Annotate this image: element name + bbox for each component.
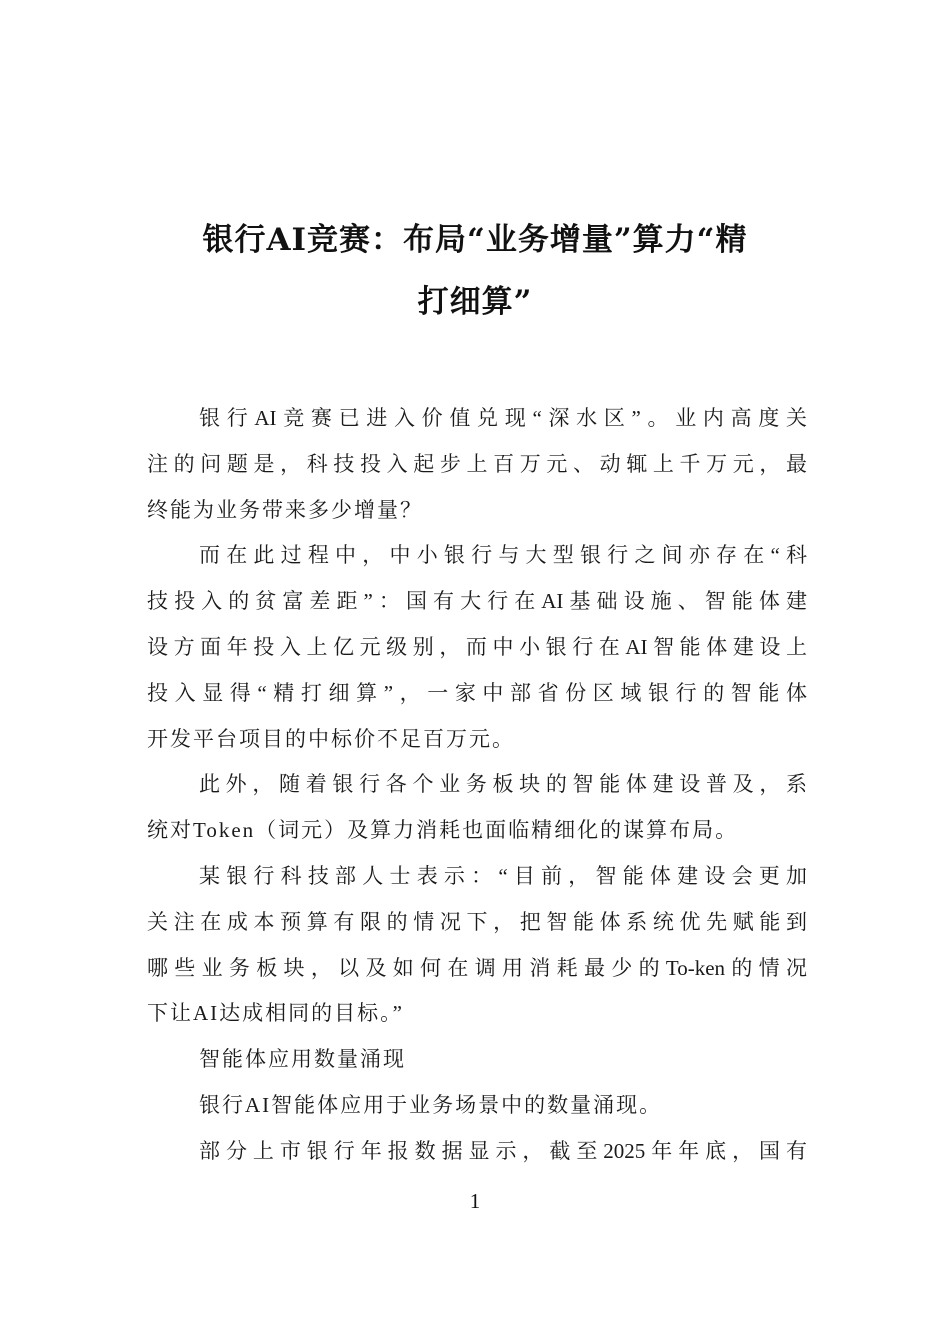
paragraph-2 <box>147 533 807 762</box>
paragraph-line: 投入显得“精打细算”，一家中部省份区域银行的智能体 <box>147 680 807 705</box>
page-number: 1 <box>469 1189 481 1213</box>
paragraph-line: 而在此过程中，中小银行与大型银行之间亦存在“科 <box>199 543 807 568</box>
section-subheading: 智能体应用数量涌现 <box>199 1047 406 1072</box>
paragraph-5 <box>147 1083 807 1129</box>
paragraph-line: 注的问题是，科技投入起步上百万元、动辄上千万元，最 <box>147 451 807 476</box>
title-line-2: 打细算” <box>417 283 533 320</box>
article-title <box>142 209 808 333</box>
paragraph-4 <box>147 854 807 1037</box>
paragraph-line: 银行AI竞赛已进入价值兑现“深水区”。业内高度关 <box>199 406 807 430</box>
paragraph-line: 此外，随着银行各个业务板块的智能体建设普及，系 <box>199 772 807 797</box>
paragraph-line: 银行AI智能体应用于业务场景中的数量涌现。 <box>199 1092 663 1117</box>
paragraph-1 <box>147 396 807 533</box>
paragraph-6 <box>147 1129 807 1175</box>
paragraph-line: 技投入的贫富差距”：国有大行在AI基础设施、智能体建 <box>147 589 807 614</box>
article-body <box>147 396 807 1175</box>
paragraph-line: 某银行科技部人士表示：“目前，智能体建设会更加 <box>199 863 807 888</box>
title-line-1: 银行AI竞赛：布局“业务增量”算力“精 <box>202 221 748 258</box>
paragraph-line: 统对Token（词元）及算力消耗也面临精细化的谋算布局。 <box>147 818 739 843</box>
paragraph-line: 设方面年投入上亿元级别，而中小银行在AI智能体建设上 <box>147 634 807 659</box>
paragraph-line: 下让AI达成相同的目标。” <box>147 1001 404 1026</box>
paragraph-line: 哪些业务板块，以及如何在调用消耗最少的To-ken的情况 <box>147 955 807 980</box>
paragraph-3 <box>147 762 807 854</box>
paragraph-line: 部分上市银行年报数据显示，截至2025年年底，国有 <box>199 1138 807 1163</box>
paragraph-line: 开发平台项目的中标价不足百万元。 <box>147 726 515 751</box>
paragraph-line: 终能为业务带来多少增量？ <box>147 497 423 522</box>
paragraph-line: 关注在成本预算有限的情况下，把智能体系统优先赋能到 <box>147 909 807 934</box>
